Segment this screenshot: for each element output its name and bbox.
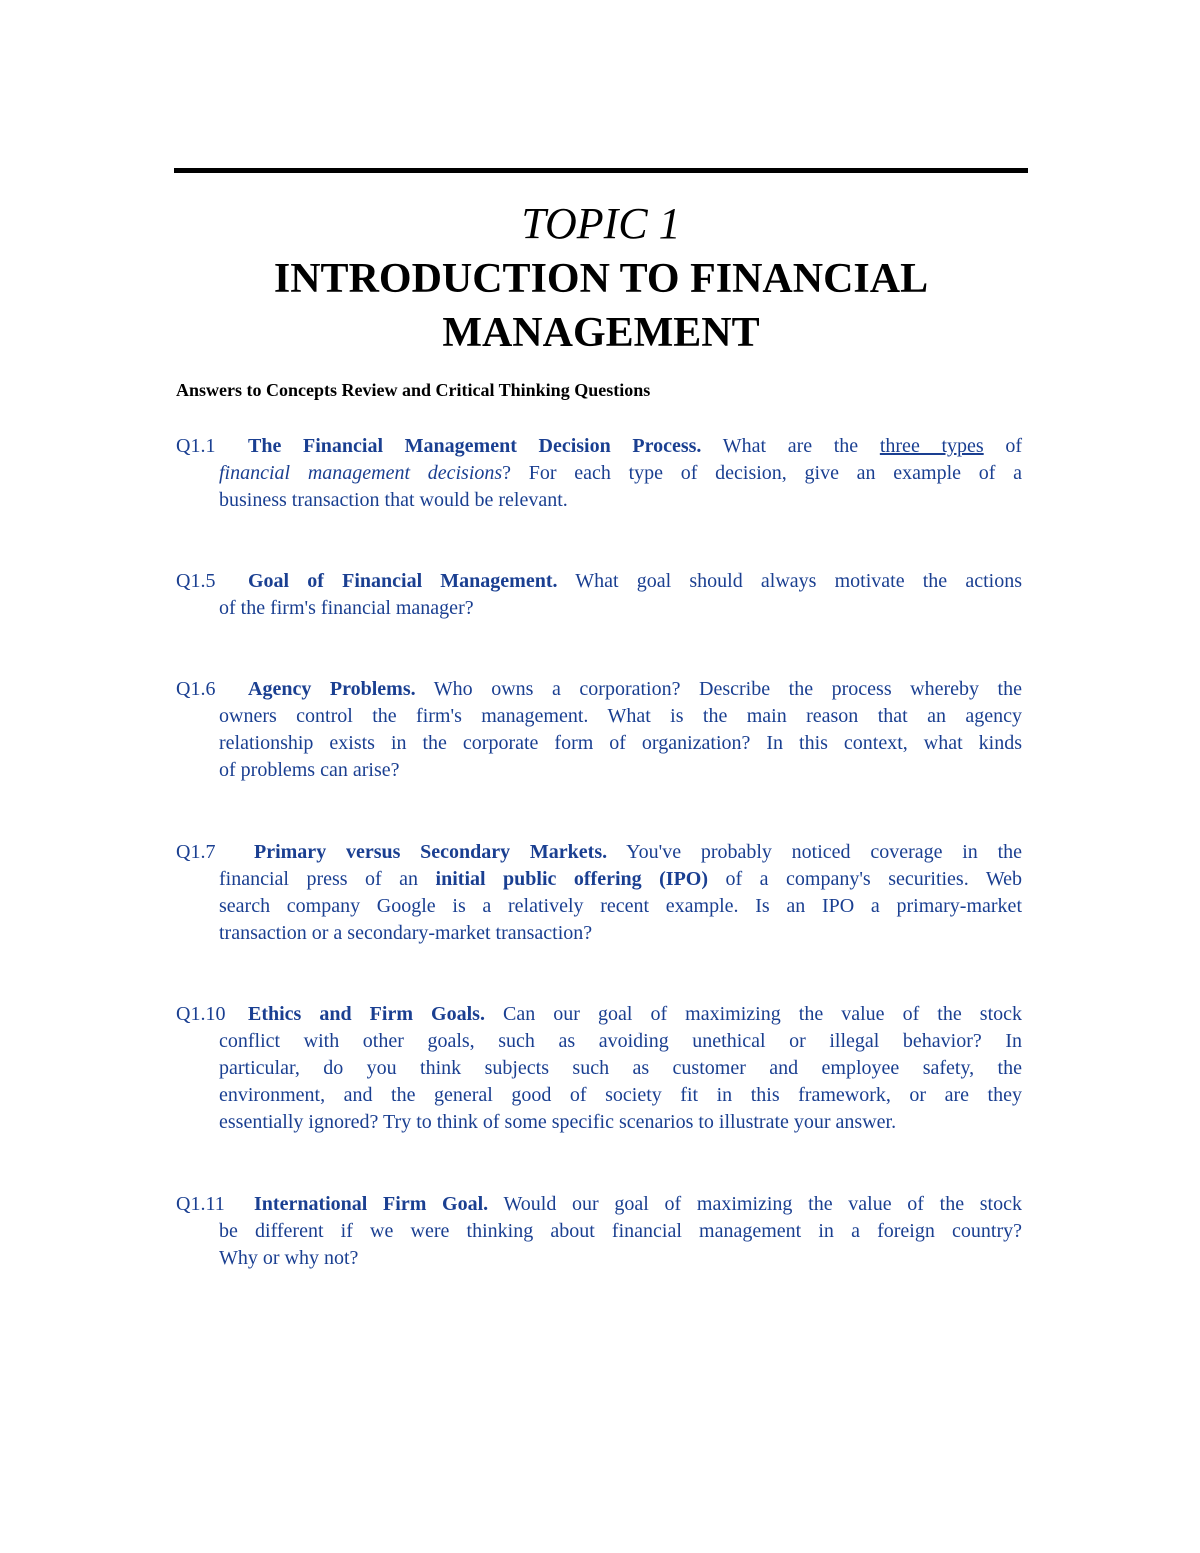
question-q1-6 — [176, 676, 1022, 784]
question-italic-text: financial management decisions — [219, 462, 503, 484]
question-text: What goal should always motivate the actions — [557, 570, 1023, 592]
question-line: environment, and the general good of society fit in this framework, or are they — [219, 1084, 1022, 1106]
question-title: Agency Problems. — [248, 678, 416, 700]
question-line: essentially ignored? Try to think of some specific scenarios to illustrate your answer. — [219, 1111, 897, 1133]
question-title: The Financial Management Decision Process. — [248, 435, 702, 457]
question-line — [176, 866, 1022, 893]
question-bold-term: initial public offering (IPO) — [435, 868, 709, 890]
question-text: of a company's securities. Web — [708, 868, 1022, 890]
question-text: Would our goal of maximizing the value of the stock — [488, 1193, 1022, 1215]
question-underlined-text: three types — [879, 435, 984, 457]
question-line: business transaction that would be relevant. — [219, 489, 568, 511]
question-title: International Firm Goal. — [254, 1193, 489, 1215]
question-number: Q1.7 — [176, 841, 216, 863]
topic-label: TOPIC 1 — [521, 199, 681, 248]
question-q1-5 — [176, 568, 1022, 622]
question-text: Who owns a corporation? Describe the process whereby the — [415, 678, 1022, 700]
question-q1-11 — [176, 1191, 1022, 1272]
question-line — [176, 433, 1022, 460]
question-line — [176, 839, 1022, 866]
question-text: What are the — [701, 435, 880, 457]
question-line — [176, 1001, 1022, 1028]
question-number: Q1.11 — [176, 1193, 225, 1215]
question-line: Why or why not? — [219, 1247, 359, 1269]
question-line: of problems can arise? — [219, 759, 400, 781]
question-line: of the firm's financial manager? — [219, 597, 474, 619]
topic-title-line-2: MANAGEMENT — [442, 310, 760, 356]
question-number: Q1.1 — [176, 435, 216, 457]
question-line: conflict with other goals, such as avoiding unethical or illegal behavior? In — [219, 1030, 1022, 1052]
question-text: financial press of an — [219, 868, 436, 890]
question-line: search company Google is a relatively recent example. Is an IPO a primary-market — [219, 895, 1022, 917]
question-text: ? For each type of decision, give an example of a — [502, 462, 1022, 484]
question-q1-10 — [176, 1001, 1022, 1136]
top-divider — [174, 168, 1028, 173]
question-line: transaction or a secondary-market transaction? — [219, 922, 593, 944]
question-title: Primary versus Secondary Markets. — [254, 841, 608, 863]
question-title: Ethics and Firm Goals. — [248, 1003, 485, 1025]
question-text: Can our goal of maximizing the value of the stock — [484, 1003, 1023, 1025]
question-line: owners control the firm's management. What is the main reason that an agency — [219, 705, 1022, 727]
question-text: of — [983, 435, 1022, 457]
question-number: Q1.6 — [176, 678, 216, 700]
question-number: Q1.10 — [176, 1003, 226, 1025]
question-text: You've probably noticed coverage in the — [607, 841, 1022, 863]
question-line: be different if we were thinking about financial management in a foreign country? — [219, 1220, 1022, 1242]
question-q1-1 — [176, 433, 1022, 514]
question-line: relationship exists in the corporate form of organization? In this context, what kinds — [219, 732, 1022, 754]
question-line — [176, 460, 1022, 487]
question-line — [176, 1191, 1022, 1218]
question-line: particular, do you think subjects such as customer and employee safety, the — [219, 1057, 1022, 1079]
question-line — [176, 568, 1022, 595]
question-number: Q1.5 — [176, 570, 216, 592]
topic-title-line-1: INTRODUCTION TO FINANCIAL — [273, 256, 929, 302]
question-q1-7 — [176, 839, 1022, 947]
title-block — [174, 196, 1028, 360]
section-subheading: Answers to Concepts Review and Critical Thinking Questions — [176, 380, 651, 400]
question-title: Goal of Financial Management. — [248, 570, 558, 592]
question-line — [176, 676, 1022, 703]
